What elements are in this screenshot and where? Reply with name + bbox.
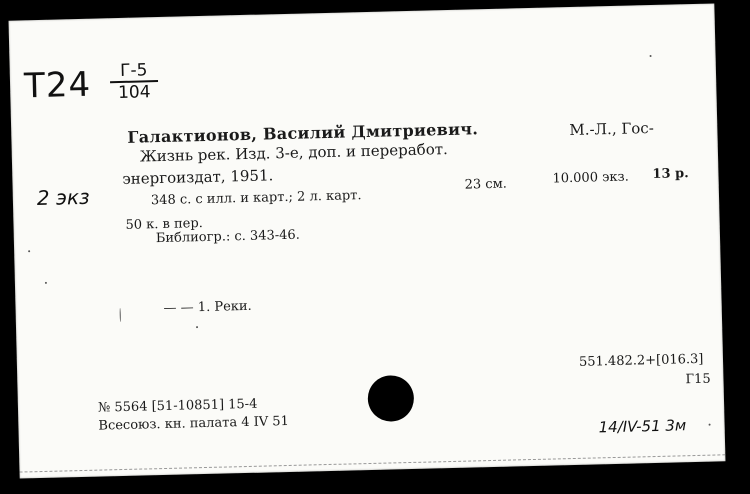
call-number-fraction [110, 61, 159, 102]
card-bottom-edge [20, 454, 726, 478]
record-number: № 5564 [51-10851] 15-4 [97, 396, 258, 416]
speck [28, 250, 30, 252]
speck [709, 424, 711, 426]
speck [196, 326, 198, 328]
price: 13 р. [652, 166, 689, 183]
book-size: 23 см. [464, 176, 508, 193]
speck [45, 282, 47, 284]
cutter-number: Г15 [685, 371, 711, 388]
udc-classification: 551.482.2+[016.3] [578, 351, 704, 370]
title-line: Жизнь рек. Изд. 3-е, доп. и переработ. [139, 140, 449, 166]
bibliography-note: Библиогр.: с. 343-46. [155, 227, 301, 247]
fraction-top: Г-5 [119, 60, 148, 81]
punch-hole [367, 375, 414, 422]
subject-heading: — — 1. Реки. [163, 298, 252, 316]
catalog-card [9, 3, 726, 478]
author-heading: Галактионов, Василий Дмитриевич. [127, 119, 479, 147]
copies-note: 2 экз [36, 184, 90, 211]
shelf-mark: Т24 [23, 64, 92, 107]
physical-description: 348 с. с илл. и карт.; 2 л. карт. [150, 188, 362, 209]
inventory-note: 14/IV-51 3м [598, 416, 687, 437]
price-continued: 50 к. в пер. [125, 216, 204, 233]
speck [650, 55, 652, 57]
fraction-bottom: 104 [117, 82, 151, 104]
speck [120, 308, 121, 322]
print-run: 10.000 экз. [552, 169, 629, 187]
publisher-line: энергоиздат, 1951. [122, 166, 274, 188]
publication-place: М.-Л., Гос- [569, 118, 654, 140]
book-chamber-stamp: Всесоюз. кн. палата 4 IV 51 [98, 413, 290, 434]
